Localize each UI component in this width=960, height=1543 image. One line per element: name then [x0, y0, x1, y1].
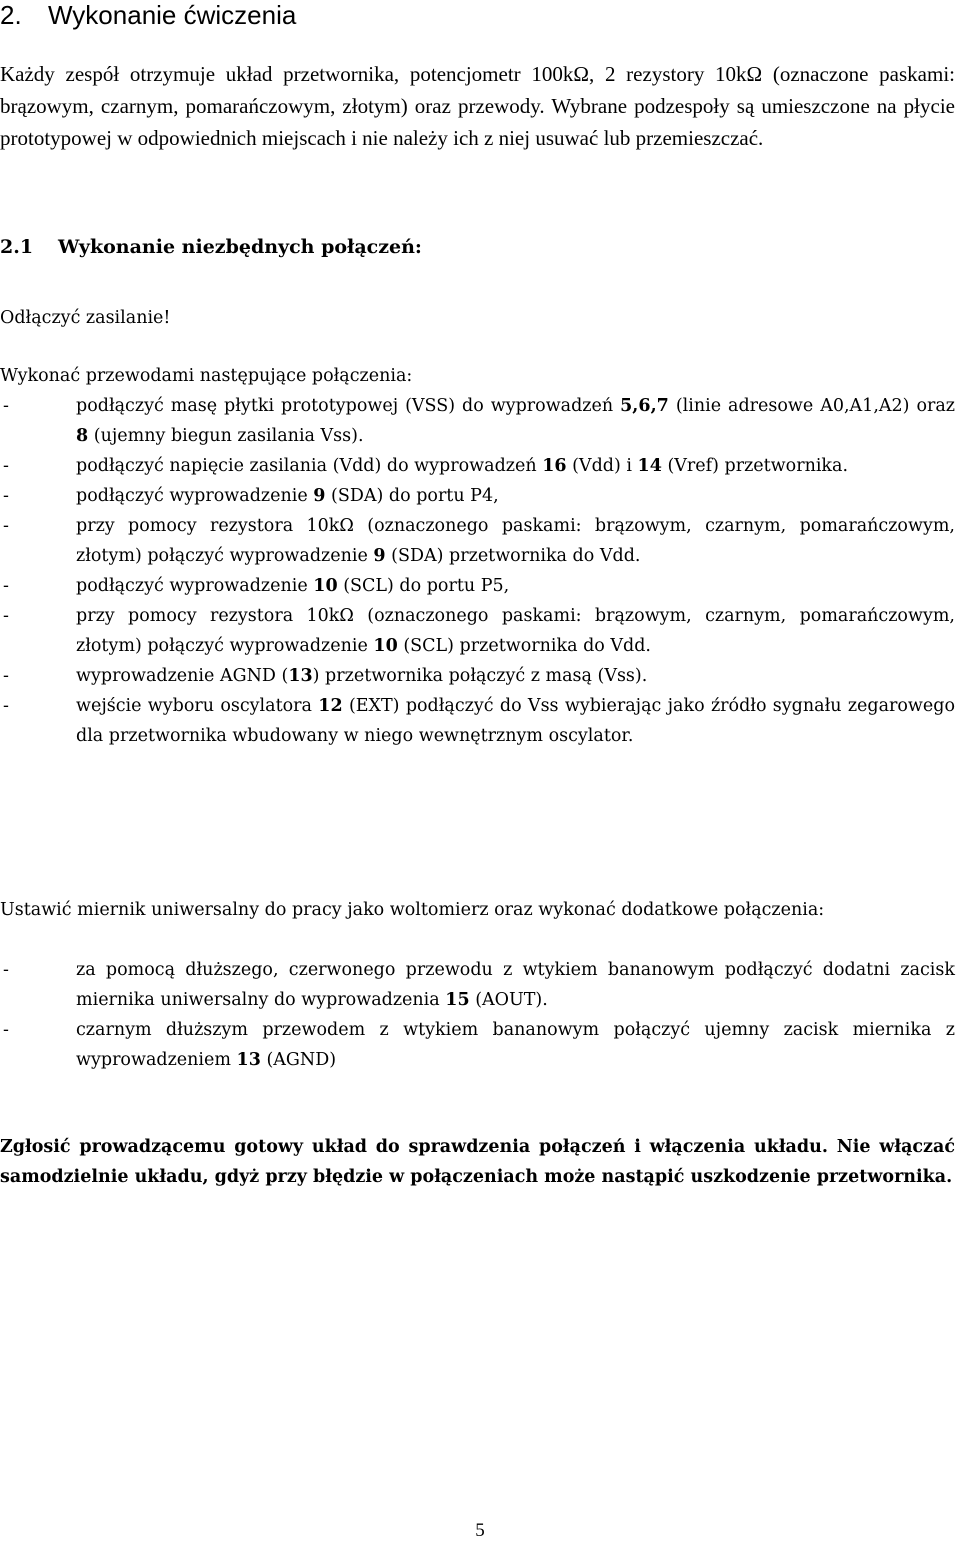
list-dash: - [3, 666, 9, 686]
list-item [0, 955, 955, 1015]
pin-number: 10 [373, 636, 398, 656]
item-text: (SCL) przetwornika do Vdd. [397, 636, 651, 656]
item-text: (Vdd) i [566, 456, 638, 476]
item-text: podłączyć napięcie zasilania (Vdd) do wyprowadzeń [76, 456, 543, 476]
item-text: (EXT) podłączyć do Vss wybierając jako źródło sygnału zegarowego dla przetwornika wbudowany w niego wewnętrznym oscylator. [76, 696, 956, 746]
list-item [0, 391, 955, 451]
item-text: przy pomocy rezystora 10kΩ (oznaczonego paskami: brązowym, czarnym, pomarańczowym, złotym) połączyć wyprowadzenie [76, 606, 955, 656]
item-text: (SDA) do portu P4, [325, 486, 499, 506]
item-text: podłączyć masę płytki prototypowej (VSS) do wyprowadzeń [76, 396, 621, 416]
item-text: za pomocą dłuższego, czerwonego przewodu z wtykiem bananowym podłączyć dodatni zacisk miernika uniwersalny do wyprowadzenia [76, 960, 955, 1010]
intro-paragraph: Każdy zespół otrzymuje układ przetwornika, potencjometr 100kΩ, 2 rezystory 10kΩ (oznaczone paskami: brązowym, czarnym, pomarańczowym, złotym) oraz przewody. Wybrane podzespoły są umieszczone na płycie prototypowej w odpowiednich miejscach i nie należy ich z niej usuwać lub przemieszczać. [0, 62, 955, 150]
item-text: (Vref) przetwornika. [661, 456, 849, 476]
list-dash: - [3, 576, 9, 596]
pin-number: 15 [445, 990, 470, 1010]
list-dash: - [3, 960, 9, 980]
list-item [0, 451, 955, 481]
pin-number: 12 [318, 696, 343, 716]
item-text: wyprowadzenie AGND ( [76, 666, 289, 686]
list-item [0, 481, 955, 511]
meter-lead: Ustawić miernik uniwersalny do pracy jako woltomierz oraz wykonać dodatkowe połączenia: [0, 900, 825, 920]
item-text: (ujemny biegun zasilania Vss). [88, 426, 364, 446]
list-dash: - [3, 1020, 9, 1040]
list-item [0, 691, 955, 751]
subsection-number: 2.1 [0, 236, 34, 258]
list-dash: - [3, 516, 9, 536]
pin-number: 9 [313, 486, 326, 506]
meter-list [0, 955, 955, 1075]
connections-list [0, 391, 955, 751]
page-number: 5 [475, 1520, 485, 1541]
item-text: czarnym dłuższym przewodem z wtykiem bananowym połączyć ujemny zacisk miernika z wyprowadzeniem [76, 1020, 955, 1070]
item-text: (AOUT). [469, 990, 548, 1010]
list-dash: - [3, 696, 9, 716]
list-item [0, 571, 955, 601]
subsection-heading [0, 232, 422, 262]
item-text: przy pomocy rezystora 10kΩ (oznaczonego paskami: brązowym, czarnym, pomarańczowym, złotym) połączyć wyprowadzenie [76, 516, 955, 566]
list-item [0, 661, 955, 691]
pin-number: 5,6,7 [620, 396, 669, 416]
list-dash: - [3, 606, 9, 626]
power-off-instruction: Odłączyć zasilanie! [0, 308, 171, 328]
pin-number: 8 [76, 426, 89, 446]
item-text: (AGND) [260, 1050, 337, 1070]
item-text: (SDA) przetwornika do Vdd. [385, 546, 641, 566]
section-heading [0, 0, 296, 30]
list-item [0, 1015, 955, 1075]
pin-number: 13 [288, 666, 313, 686]
list-dash: - [3, 486, 9, 506]
section-number: 2. [0, 0, 22, 30]
pin-number: 16 [542, 456, 567, 476]
item-text: ) przetwornika połączyć z masą (Vss). [312, 666, 648, 686]
pin-number: 10 [313, 576, 338, 596]
item-text: wejście wyboru oscylatora [76, 696, 319, 716]
pin-number: 13 [236, 1050, 261, 1070]
list-item [0, 601, 955, 661]
warning-paragraph: Zgłosić prowadzącemu gotowy układ do sprawdzenia połączeń i włączenia układu. Nie włączać samodzielnie układu, gdyż przy błędzie w połączeniach może nastąpić uszkodzenie przetwornika. [0, 1137, 955, 1187]
list-item [0, 511, 955, 571]
section-title: Wykonanie ćwiczenia [48, 0, 297, 30]
item-text: (linie adresowe A0,A1,A2) oraz [668, 396, 955, 416]
connections-lead: Wykonać przewodami następujące połączenia: [0, 366, 413, 386]
list-dash: - [3, 396, 9, 416]
item-text: podłączyć wyprowadzenie [76, 486, 314, 506]
pin-number: 14 [637, 456, 662, 476]
item-text: (SCL) do portu P5, [337, 576, 510, 596]
pin-number: 9 [373, 546, 386, 566]
list-dash: - [3, 456, 9, 476]
item-text: podłączyć wyprowadzenie [76, 576, 314, 596]
subsection-title: Wykonanie niezbędnych połączeń: [58, 236, 422, 258]
